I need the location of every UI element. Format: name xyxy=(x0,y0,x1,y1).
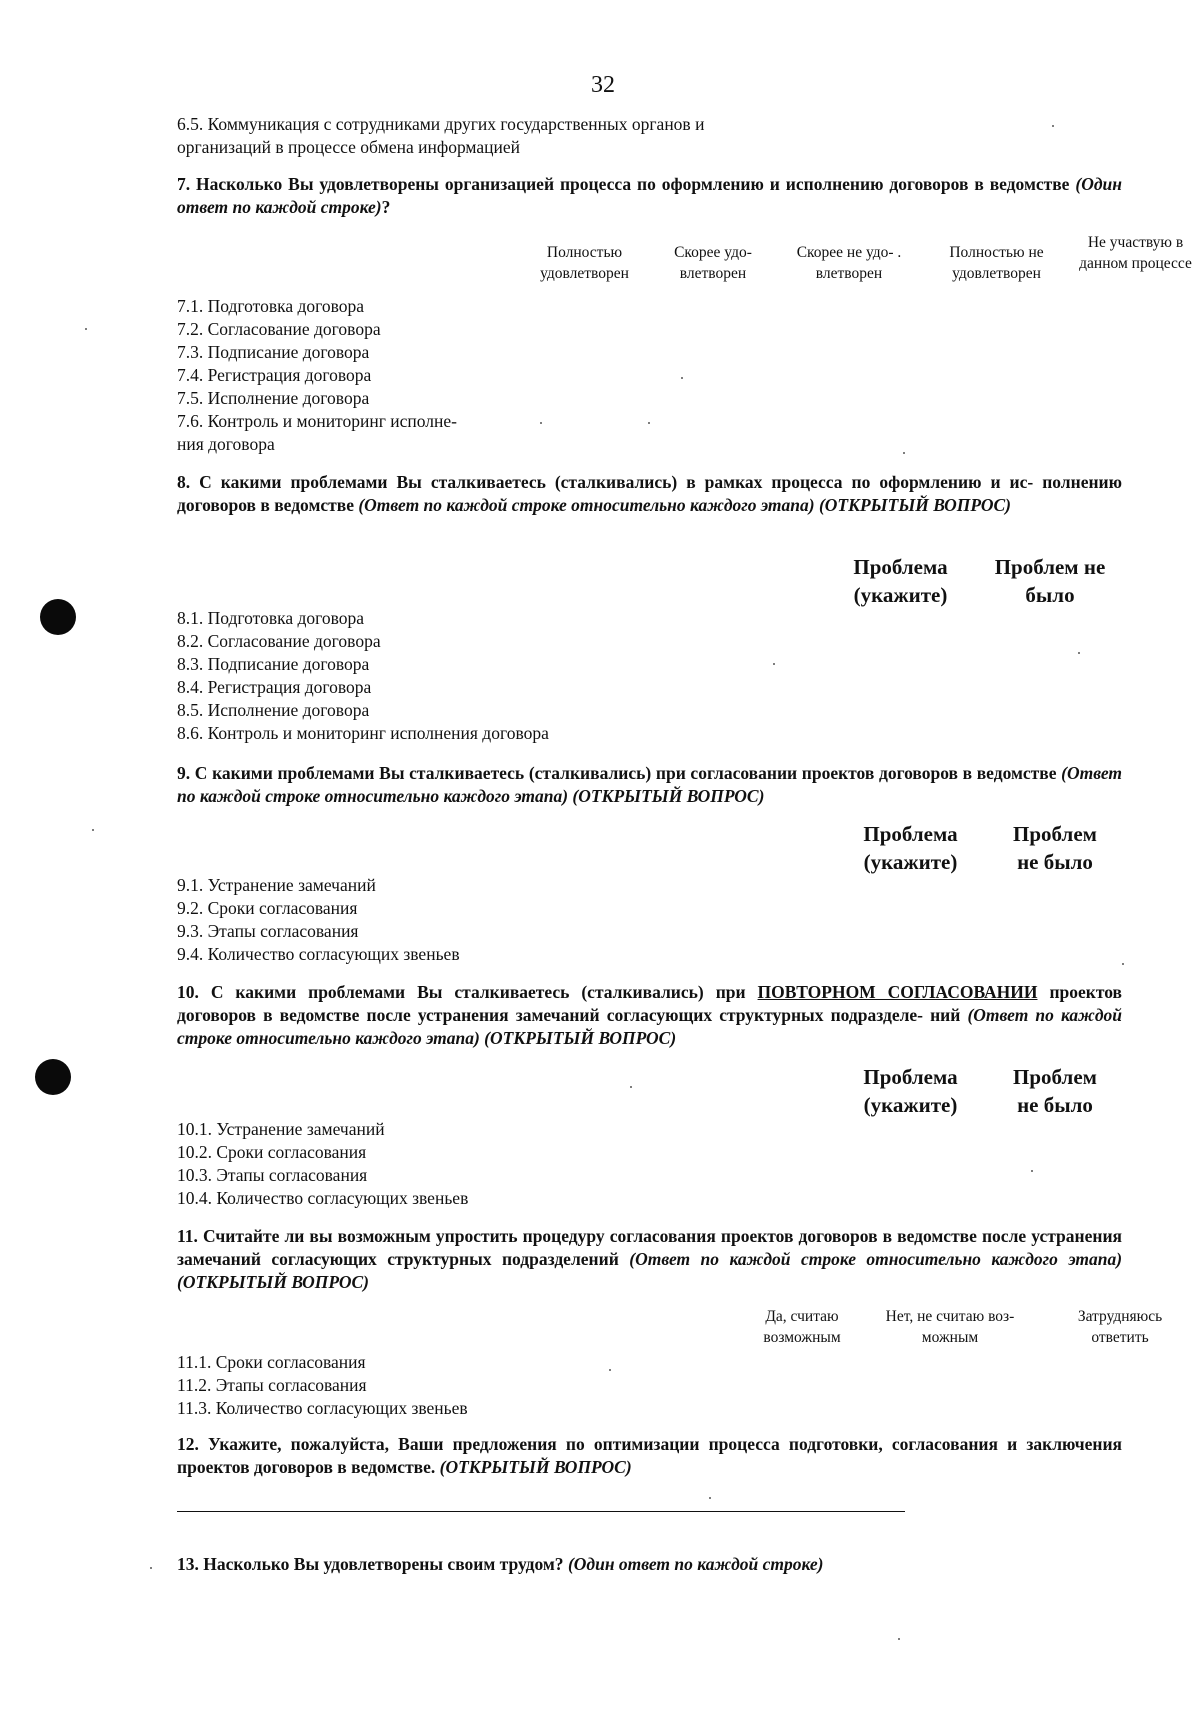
question-10-title-end: проектов договоров в ведомстве после устранения замечаний согласующих структурных подразделе- ний xyxy=(177,982,1122,1025)
q8-column-no-problem: Проблем не было xyxy=(994,555,1106,607)
scan-speck xyxy=(85,328,87,330)
question-9-title: 9. С какими проблемами Вы сталкиваетесь (сталкивались) при согласовании проектов договоров в ведомстве xyxy=(177,763,1057,783)
question-11-title: 11. Считайте ли вы возможным упростить процедуру согласования проектов договоров в ведомстве после устранения замечаний согласующих структурных подразделений xyxy=(177,1226,1122,1269)
q10-item-3: 10.3. Этапы согласования xyxy=(177,1165,368,1185)
q11-item-3: 11.3. Количество согласующих звеньев xyxy=(177,1398,468,1418)
q7-item-4: 7.4. Регистрация договора xyxy=(177,365,372,385)
q7-column-fully-satisfied: Полностью удовлетворен xyxy=(540,244,629,282)
question-12-heading xyxy=(177,1433,1122,1479)
q9-column-no-problem: Проблем не было xyxy=(1013,822,1097,874)
q10-item-2: 10.2. Сроки согласования xyxy=(177,1142,367,1162)
scan-speck xyxy=(150,1567,152,1569)
q11-column-yes: Да, считаю возможным xyxy=(763,1308,841,1346)
q11-column-no: Нет, не считаю воз- можным xyxy=(885,1308,1015,1346)
scan-speck xyxy=(773,663,775,665)
question-12-note: (ОТКРЫТЫЙ ВОПРОС) xyxy=(439,1457,632,1477)
answer-line xyxy=(177,1511,905,1512)
punch-hole-top xyxy=(40,599,76,635)
q7-column-rather-satisfied: Скорее удо- влетворен xyxy=(674,244,752,282)
q8-item-5: 8.5. Исполнение договора xyxy=(177,700,370,720)
scan-speck xyxy=(540,422,542,424)
scan-speck xyxy=(609,1369,611,1371)
question-10-title-emphasis: ПОВТОРНОМ СОГЛАСОВАНИИ xyxy=(757,982,1038,1002)
punch-hole-bottom xyxy=(35,1059,71,1095)
q8-item-4: 8.4. Регистрация договора xyxy=(177,677,372,697)
scan-speck xyxy=(898,1638,900,1640)
question-9-heading xyxy=(177,762,1122,808)
scan-speck xyxy=(681,377,683,379)
scan-speck xyxy=(1052,125,1054,127)
question-10-note: (Ответ по каждой строке относительно каждого этапа) (ОТКРЫТЫЙ ВОПРОС) xyxy=(177,1005,1123,1048)
q7-item-5: 7.5. Исполнение договора xyxy=(177,388,370,408)
q10-item-4: 10.4. Количество согласующих звеньев xyxy=(177,1188,469,1208)
question-10-title-start: 10. С какими проблемами Вы сталкиваетесь (сталкивались) при xyxy=(177,982,746,1002)
intro-line-1: 6.5. Коммуникация с сотрудниками других государственных органов и xyxy=(177,114,705,134)
question-7-tail: ? xyxy=(381,197,391,217)
question-7-heading xyxy=(177,173,1122,219)
q8-item-3: 8.3. Подписание договора xyxy=(177,654,370,674)
question-11-note: (Ответ по каждой строке относительно каждого этапа) (ОТКРЫТЫЙ ВОПРОС) xyxy=(177,1249,1123,1292)
question-8-title: 8. С какими проблемами Вы сталкиваетесь (сталкивались) в рамках процесса по оформлению и ис- полнению договоров в ведомстве xyxy=(177,472,1122,515)
q7-column-not-participating: Не участвую в данном процессе xyxy=(1079,234,1192,272)
q7-column-rather-unsatisfied: Скорее не удо- . влетворен xyxy=(796,244,902,282)
q7-item-1: 7.1. Подготовка договора xyxy=(177,296,365,316)
q7-item-3: 7.3. Подписание договора xyxy=(177,342,370,362)
q11-item-1: 11.1. Сроки согласования xyxy=(177,1352,366,1372)
scan-speck xyxy=(1031,1170,1033,1172)
scan-speck xyxy=(903,452,905,454)
scan-speck xyxy=(92,829,94,831)
question-8-heading xyxy=(177,471,1122,517)
question-10-heading xyxy=(177,981,1122,1050)
question-9-note: (Ответ по каждой строке относительно каждого этапа) (ОТКРЫТЫЙ ВОПРОС) xyxy=(177,763,1122,806)
q8-item-1: 8.1. Подготовка договора xyxy=(177,608,365,628)
q7-item-6: 7.6. Контроль и мониторинг исполне- xyxy=(177,411,457,431)
q9-item-1: 9.1. Устранение замечаний xyxy=(177,875,376,895)
q8-column-problem: Проблема (укажите) xyxy=(853,555,948,607)
q10-column-problem: Проблема (укажите) xyxy=(863,1065,958,1117)
q9-column-problem: Проблема (укажите) xyxy=(863,822,958,874)
scan-speck xyxy=(648,422,650,424)
q9-item-4: 9.4. Количество согласующих звеньев xyxy=(177,944,460,964)
scan-speck xyxy=(1122,963,1124,965)
q9-item-3: 9.3. Этапы согласования xyxy=(177,921,359,941)
q11-column-unsure: Затрудняюсь ответить xyxy=(1077,1308,1163,1346)
question-11-heading xyxy=(177,1225,1122,1294)
q7-item-6-continued: ния договора xyxy=(177,434,275,454)
scan-speck xyxy=(1078,652,1080,654)
q11-item-2: 11.2. Этапы согласования xyxy=(177,1375,367,1395)
question-13-note: (Один ответ по каждой строке) xyxy=(567,1554,824,1574)
question-7-note: (Один ответ по каждой строке) xyxy=(177,174,1123,217)
question-13-heading xyxy=(177,1553,1122,1576)
scan-speck xyxy=(630,1086,632,1088)
scan-speck xyxy=(709,1497,711,1499)
intro-line-2: организаций в процессе обмена информацией xyxy=(177,137,521,157)
question-13-title: 13. Насколько Вы удовлетворены своим трудом? xyxy=(177,1554,564,1574)
q10-column-no-problem: Проблем не было xyxy=(1013,1065,1097,1117)
q10-item-1: 10.1. Устранение замечаний xyxy=(177,1119,385,1139)
question-8-note: (Ответ по каждой строке относительно каждого этапа) (ОТКРЫТЫЙ ВОПРОС) xyxy=(358,495,1011,515)
q9-item-2: 9.2. Сроки согласования xyxy=(177,898,358,918)
q8-item-2: 8.2. Согласование договора xyxy=(177,631,381,651)
q7-column-fully-unsatisfied: Полностью не удовлетворен xyxy=(949,244,1044,282)
question-7-title: 7. Насколько Вы удовлетворены организацией процесса по оформлению и исполнению договоров в ведомстве xyxy=(177,174,1070,194)
question-12-title: 12. Укажите, пожалуйста, Ваши предложения по оптимизации процесса подготовки, согласования и заключения проектов договоров в ведомстве. xyxy=(177,1434,1122,1477)
q7-item-2: 7.2. Согласование договора xyxy=(177,319,381,339)
q8-item-6: 8.6. Контроль и мониторинг исполнения договора xyxy=(177,723,549,743)
page-number: 32 xyxy=(591,72,615,98)
